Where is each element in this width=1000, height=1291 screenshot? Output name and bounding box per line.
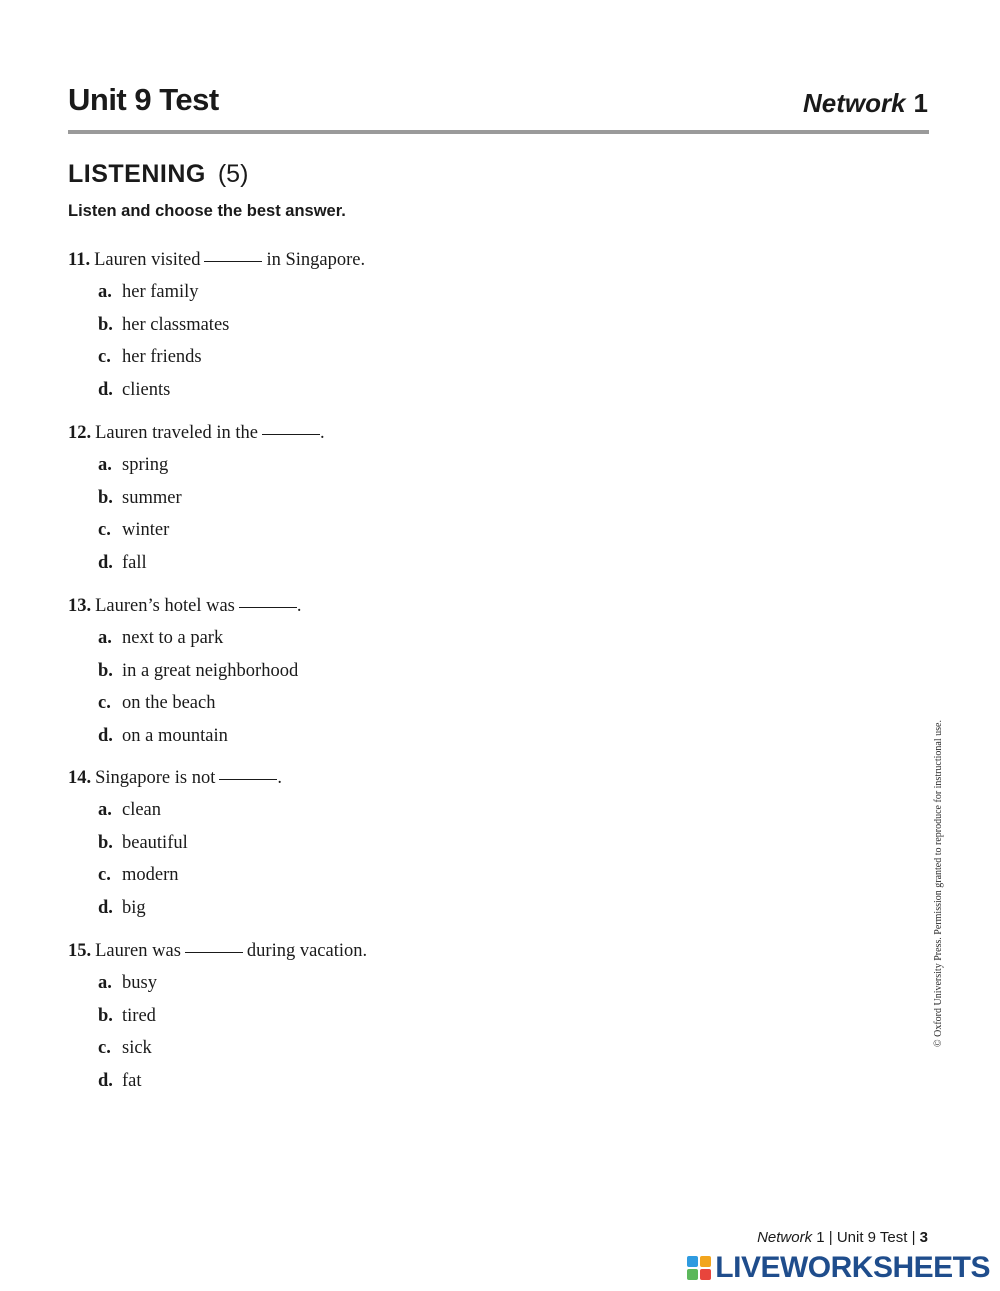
series-brand: [803, 88, 928, 119]
option-a[interactable]: [68, 280, 768, 313]
page-number: 3: [919, 1229, 928, 1246]
question-text-after: .: [319, 423, 325, 443]
section-points: (5): [217, 160, 249, 188]
question-number: 11.: [68, 250, 91, 270]
option-letter: d.: [98, 379, 113, 400]
question-12: [68, 421, 768, 583]
question-stem: [68, 939, 768, 963]
option-text: next to a park: [122, 628, 224, 648]
option-b[interactable]: [68, 486, 768, 519]
header-divider: [68, 130, 929, 134]
option-c[interactable]: [68, 345, 768, 378]
instructions: Listen and choose the best answer.: [68, 202, 346, 220]
option-text: on a mountain: [122, 725, 228, 746]
option-text: tired: [122, 1005, 156, 1026]
question-number: 12.: [68, 423, 92, 443]
option-letter: b.: [98, 487, 113, 508]
option-text: clients: [122, 379, 171, 400]
question-stem: [68, 421, 768, 445]
option-text: in a great neighborhood: [122, 660, 299, 681]
question-number: 13.: [68, 596, 92, 616]
option-letter: d.: [98, 725, 113, 746]
option-a[interactable]: [68, 626, 768, 659]
option-text: winter: [122, 520, 170, 540]
option-text: clean: [122, 800, 162, 820]
option-letter: a.: [98, 973, 112, 993]
option-letter: a.: [98, 800, 112, 820]
option-letter: d.: [98, 552, 113, 573]
question-stem: [68, 594, 768, 618]
question-15: [68, 939, 768, 1101]
option-text: spring: [122, 455, 169, 475]
option-text: her friends: [122, 347, 202, 367]
page-title: Unit 9 Test: [68, 82, 219, 117]
question-stem: [68, 248, 768, 272]
question-11: [68, 248, 768, 410]
option-b[interactable]: [68, 831, 768, 864]
page-footer: [757, 1229, 928, 1246]
question-text-after: during vacation.: [246, 941, 368, 961]
option-d[interactable]: [68, 551, 768, 584]
answer-blank: [239, 606, 297, 608]
liveworksheets-watermark: [687, 1252, 990, 1284]
question-number: 15.: [68, 941, 92, 961]
option-b[interactable]: [68, 659, 768, 692]
option-text: big: [122, 897, 146, 918]
option-c[interactable]: [68, 1036, 768, 1069]
option-text: her family: [122, 282, 199, 302]
question-text-before: Lauren visited: [94, 250, 201, 270]
option-a[interactable]: [68, 971, 768, 1004]
question-text-before: Lauren traveled in the: [95, 423, 258, 443]
question-text-after: .: [277, 768, 282, 788]
option-letter: d.: [98, 1070, 113, 1091]
option-d[interactable]: [68, 378, 768, 411]
option-text: beautiful: [122, 832, 188, 853]
answer-options: [68, 453, 768, 583]
option-a[interactable]: [68, 798, 768, 831]
option-d[interactable]: [68, 724, 768, 757]
option-letter: c.: [98, 693, 111, 713]
brand-level: 1: [913, 88, 928, 118]
option-letter: c.: [98, 520, 111, 540]
option-d[interactable]: [68, 896, 768, 929]
question-number: 14.: [68, 768, 92, 788]
option-c[interactable]: [68, 691, 768, 724]
option-text: fat: [122, 1070, 142, 1091]
option-text: sick: [122, 1038, 152, 1058]
question-14: [68, 766, 768, 928]
answer-blank: [262, 433, 320, 435]
question-text-before: Singapore is not: [95, 768, 216, 788]
brand-name: Network: [802, 88, 906, 118]
question-text-before: Lauren’s hotel was: [95, 596, 235, 616]
option-text: summer: [122, 487, 182, 508]
option-text: on the beach: [122, 693, 216, 713]
option-c[interactable]: [68, 518, 768, 551]
option-c[interactable]: [68, 863, 768, 896]
footer-brand: Network: [757, 1229, 813, 1246]
option-a[interactable]: [68, 453, 768, 486]
option-letter: a.: [98, 282, 112, 302]
liveworksheets-logo-icon: [687, 1256, 711, 1280]
option-text: fall: [122, 552, 147, 573]
option-letter: c.: [98, 1038, 111, 1058]
option-b[interactable]: [68, 313, 768, 346]
option-letter: a.: [98, 455, 112, 475]
option-letter: b.: [98, 660, 113, 681]
watermark-text: LIVEWORKSHEETS: [715, 1251, 990, 1284]
option-d[interactable]: [68, 1069, 768, 1102]
option-letter: d.: [98, 897, 113, 918]
question-text-after: in Singapore.: [266, 250, 366, 270]
option-letter: b.: [98, 832, 113, 853]
footer-info: 1 | Unit 9 Test |: [812, 1229, 920, 1246]
answer-options: [68, 626, 768, 756]
option-b[interactable]: [68, 1004, 768, 1037]
answer-options: [68, 971, 768, 1101]
answer-options: [68, 280, 768, 410]
answer-blank: [219, 778, 277, 780]
answer-blank: [185, 951, 243, 953]
section-heading: [68, 160, 248, 189]
question-text-after: .: [296, 596, 302, 616]
question-stem: [68, 766, 768, 790]
question-text-before: Lauren was: [95, 941, 181, 961]
answer-options: [68, 798, 768, 928]
option-letter: a.: [98, 628, 112, 648]
answer-blank: [204, 260, 262, 262]
option-text: busy: [122, 973, 157, 993]
copyright-notice: © Oxford University Press. Permission granted to reproduce for instructional use.: [933, 720, 944, 1047]
option-letter: b.: [98, 1005, 113, 1026]
question-13: [68, 594, 768, 756]
option-letter: c.: [98, 347, 111, 367]
option-text: her classmates: [122, 314, 230, 335]
option-text: modern: [122, 865, 179, 885]
option-letter: c.: [98, 865, 111, 885]
section-label: LISTENING: [68, 160, 206, 188]
option-letter: b.: [98, 314, 113, 335]
